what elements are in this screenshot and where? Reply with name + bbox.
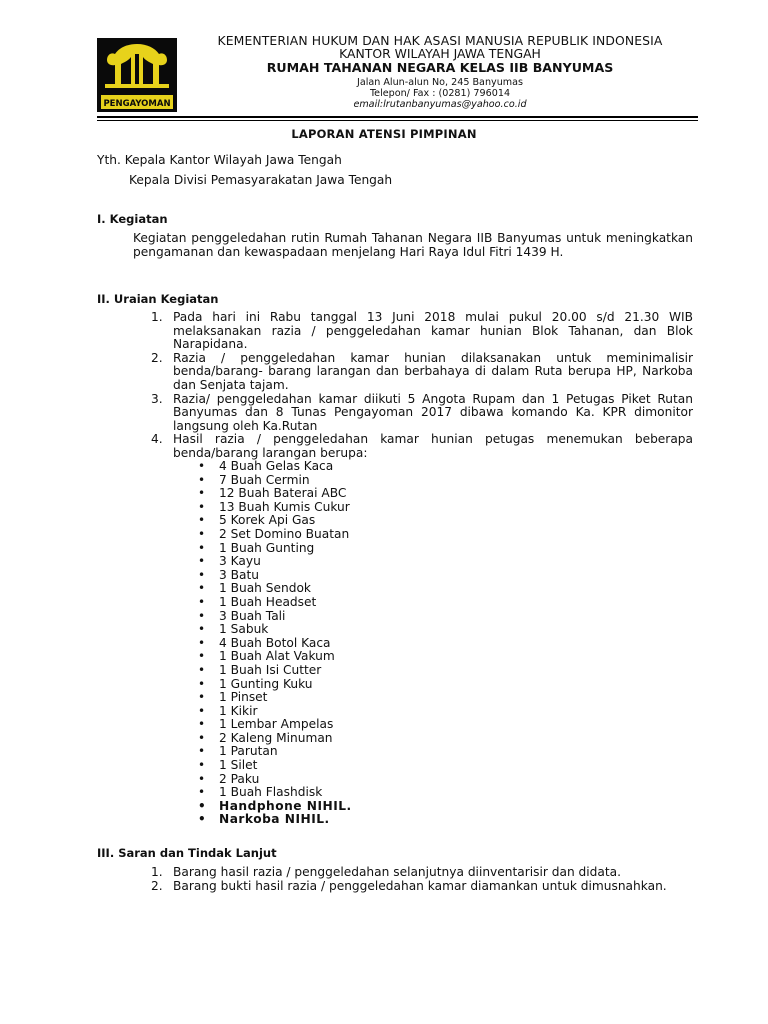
finding-item: • 7 Buah Cermin (198, 472, 310, 487)
finding-item: • 12 Buah Baterai ABC (198, 486, 347, 501)
bullet-icon: • (198, 771, 206, 786)
bullet-icon: • (198, 703, 206, 718)
bullet-icon: • (198, 730, 206, 745)
letterhead-institution: RUMAH TAHANAN NEGARA KELAS IIB BANYUMAS (266, 60, 614, 75)
section-3-heading: III. Saran dan Tindak Lanjut (97, 846, 277, 860)
activity-item (151, 311, 693, 352)
activity-item (151, 393, 693, 434)
finding-item: • 4 Buah Gelas Kaca (198, 459, 334, 473)
finding-item: • 1 Sabuk (198, 622, 269, 637)
bullet-icon: • (198, 499, 206, 514)
bullet-icon: • (198, 744, 206, 759)
section-2-heading: II. Uraian Kegiatan (97, 292, 219, 306)
letterhead-email: email:lrutanbanyumas@yahoo.co.id (353, 99, 527, 110)
bullet-icon: • (198, 798, 207, 813)
finding-item: • 1 Buah Sendok (198, 581, 311, 596)
bullet-icon: • (198, 690, 206, 705)
addressee-line-2: Kepala Divisi Pemasyarakatan Jawa Tengah (129, 173, 393, 187)
finding-item: • 4 Buah Botol Kaca (198, 635, 331, 650)
section-1-heading: I. Kegiatan (97, 212, 168, 226)
letterhead-region: KANTOR WILAYAH JAWA TENGAH (339, 46, 541, 61)
finding-item: • 1 Gunting Kuku (198, 676, 313, 691)
finding-item: • 13 Buah Kumis Cukur (198, 499, 350, 514)
finding-item: • 3 Batu (198, 567, 259, 582)
bullet-icon: • (198, 472, 206, 487)
bullet-icon: • (198, 635, 206, 650)
bullet-icon: • (198, 608, 206, 623)
item-text: Pada hari ini Rabu tanggal 13 Juni 2018 mulai pukul 20.00 s/d 21.30 WIB melaksanakan razia / penggeledahan kamar hunian Blok Tahanan, dan Blok Narapidana. (173, 310, 693, 352)
finding-item: • 1 Buah Headset (198, 594, 317, 609)
item-text: Hasil razia / penggeledahan kamar hunian petugas menemukan beberapa benda/barang larangan berupa: (173, 432, 693, 460)
finding-item: • 1 Lembar Ampelas (198, 717, 334, 732)
finding-item: • 1 Buah Isi Cutter (198, 662, 322, 677)
finding-item: • 2 Set Domino Buatan (198, 526, 350, 541)
activity-list (151, 311, 693, 461)
letterhead-divider-thin (97, 120, 698, 121)
addressee-line-1: Yth. Kepala Kantor Wilayah Jawa Tengah (97, 153, 342, 167)
item-number: 3. (151, 391, 163, 406)
letterhead-address: Jalan Alun-alun No, 245 Banyumas (356, 77, 524, 88)
activity-item (151, 433, 693, 460)
item-number: 1. (151, 310, 163, 324)
finding-item: • 3 Kayu (198, 554, 261, 569)
bullet-icon: • (198, 594, 206, 609)
finding-item: • 1 Buah Alat Vakum (198, 649, 335, 664)
findings-list (195, 460, 352, 827)
item-number: 2. (151, 878, 163, 893)
letterhead-phone: Telepon/ Fax : (0281) 796014 (369, 88, 511, 99)
finding-item: • 1 Kikir (198, 703, 258, 718)
finding-item: • 1 Buah Gunting (198, 540, 315, 555)
item-text: Barang bukti hasil razia / penggeledahan kamar diamankan untuk dimusnahkan. (173, 878, 667, 893)
finding-item-nihil: • Narkoba NIHIL. (198, 812, 330, 827)
bullet-icon: • (198, 717, 206, 732)
bullet-icon: • (198, 662, 206, 677)
item-number: 4. (151, 432, 163, 447)
item-number: 2. (151, 350, 163, 365)
item-text: Barang hasil razia / penggeledahan selanjutnya diinventarisir dan didata. (173, 865, 622, 879)
bullet-icon: • (198, 676, 206, 691)
bullet-icon: • (198, 554, 206, 569)
finding-item: • 2 Kaleng Minuman (198, 730, 333, 745)
finding-item: • 5 Korek Api Gas (198, 513, 316, 528)
finding-item: • 1 Silet (198, 758, 258, 773)
finding-item: • 3 Buah Tali (198, 608, 286, 623)
item-number: 1. (151, 865, 163, 879)
bullet-icon: • (198, 812, 207, 827)
bullet-icon: • (198, 758, 206, 773)
letterhead-divider (97, 116, 698, 118)
finding-item: • 1 Parutan (198, 744, 278, 759)
finding-item: • 1 Buah Flashdisk (198, 785, 323, 800)
activity-item (151, 352, 693, 393)
section-1-text: Kegiatan penggeledahan rutin Rumah Tahanan Negara IIB Banyumas untuk meningkatkan pengamanan dan kewaspadaan menjelang Hari Raya Idul Fitri 1439 H. (133, 231, 693, 259)
letterhead-ministry: KEMENTERIAN HUKUM DAN HAK ASASI MANUSIA REPUBLIK INDONESIA (217, 33, 663, 48)
bullet-icon: • (198, 567, 206, 582)
pengayoman-logo (97, 38, 177, 112)
bullet-icon: • (198, 785, 206, 800)
finding-item: • 1 Pinset (198, 690, 268, 705)
logo-caption: PENGAYOMAN (103, 99, 171, 109)
bullet-icon: • (198, 486, 206, 501)
bullet-icon: • (198, 622, 206, 637)
bullet-icon: • (198, 459, 206, 473)
item-text: Razia / penggeledahan kamar hunian dilaksanakan untuk meminimalisir benda/barang- barang larangan dan berbahaya di dalam Ruta berupa HP, Narkoba dan Senjata tajam. (173, 350, 693, 392)
recommendation-list (151, 866, 693, 893)
recommendation-item (151, 866, 693, 880)
recommendation-item (151, 880, 693, 894)
bullet-icon: • (198, 526, 206, 541)
bullet-icon: • (198, 649, 206, 664)
finding-item: • 2 Paku (198, 771, 260, 786)
finding-item-nihil: • Handphone NIHIL. (198, 798, 352, 813)
bullet-icon: • (198, 540, 206, 555)
report-title: LAPORAN ATENSI PIMPINAN (291, 127, 477, 141)
letterhead (180, 34, 700, 110)
item-text: Razia/ penggeledahan kamar diikuti 5 Angota Rupam dan 1 Petugas Piket Rutan Banyumas dan 8 Tunas Pengayoman 2017 dibawa komando Ka. KPR dimonitor langsung oleh Ka.Rutan (173, 391, 693, 433)
bullet-icon: • (198, 513, 206, 528)
bullet-icon: • (198, 581, 206, 596)
